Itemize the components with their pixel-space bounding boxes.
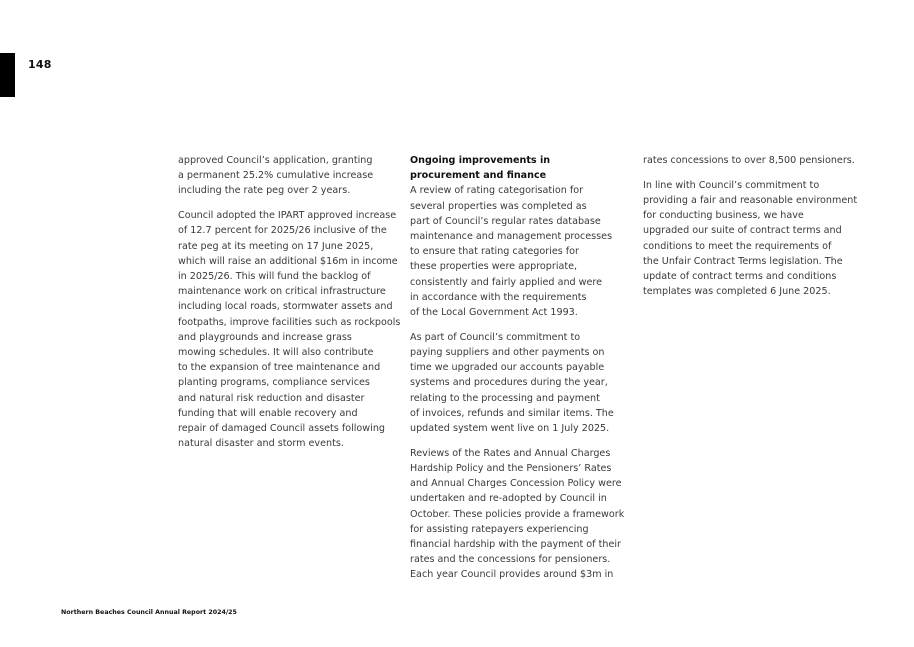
text-line: upgraded our suite of contract terms and xyxy=(643,225,842,237)
text-line: to the expansion of tree maintenance and xyxy=(178,362,381,374)
page-number: 148 xyxy=(28,58,52,71)
text-line: Reviews of the Rates and Annual Charges xyxy=(410,447,611,459)
text-line: of invoices, refunds and similar items. The xyxy=(410,407,614,419)
text-line: relating to the processing and payment xyxy=(410,392,600,404)
text-line: As part of Council’s commitment to xyxy=(410,331,581,343)
text-line: systems and procedures during the year, xyxy=(410,377,608,389)
text-line: consistently and fairly applied and were xyxy=(410,276,603,288)
text-line: undertaken and re-adopted by Council in xyxy=(410,493,607,505)
text-line: paying suppliers and other payments on xyxy=(410,347,605,359)
text-line: including the rate peg over 2 years. xyxy=(178,185,351,197)
text-line: rate peg at its meeting on 17 June 2025, xyxy=(178,240,374,252)
paragraph xyxy=(410,446,632,583)
paragraph xyxy=(178,208,400,451)
text-line: which will raise an additional $16m in income xyxy=(178,255,398,267)
text-line: rates and the concessions for pensioners. xyxy=(410,554,611,566)
text-column-3 xyxy=(643,153,858,309)
text-line: of the Local Government Act 1993. xyxy=(410,307,578,319)
heading-line: procurement and finance xyxy=(410,170,547,182)
text-line: for assisting ratepayers experiencing xyxy=(410,523,589,535)
text-line: updated system went live on 1 July 2025. xyxy=(410,423,610,435)
text-line: part of Council’s regular rates database xyxy=(410,215,601,227)
text-line: Hardship Policy and the Pensioners’ Rates xyxy=(410,463,612,475)
text-line: approved Council’s application, granting xyxy=(178,155,373,166)
text-line: for conducting business, we have xyxy=(643,210,804,222)
paragraph xyxy=(643,178,858,300)
text-line: repair of damaged Council assets following xyxy=(178,423,385,435)
text-line: in 2025/26. This will fund the backlog of xyxy=(178,271,371,283)
text-line: In line with Council’s commitment to xyxy=(643,179,820,191)
text-line: October. These policies provide a framework xyxy=(410,508,625,520)
text-line: A review of rating categorisation for xyxy=(410,185,584,197)
paragraph xyxy=(643,153,858,168)
text-line: templates was completed 6 June 2025. xyxy=(643,286,831,298)
text-line: a permanent 25.2% cumulative increase xyxy=(178,170,374,182)
paragraph xyxy=(410,183,632,320)
text-line: conditions to meet the requirements of xyxy=(643,240,832,252)
page-footer: Northern Beaches Council Annual Report 2024/25 xyxy=(61,609,237,616)
text-line: the Unfair Contract Terms legislation. The xyxy=(643,255,843,267)
section-heading xyxy=(410,153,632,183)
text-line: Council adopted the IPART approved increase xyxy=(178,210,397,222)
text-line: natural disaster and storm events. xyxy=(178,438,344,450)
text-line: and playgrounds and increase grass xyxy=(178,331,352,343)
text-line: time we upgraded our accounts payable xyxy=(410,362,605,374)
paragraph xyxy=(410,330,632,436)
text-line: mowing schedules. It will also contribute xyxy=(178,347,374,359)
text-line: footpaths, improve facilities such as rockpools xyxy=(178,316,401,328)
text-line: these properties were appropriate, xyxy=(410,261,578,273)
paragraph xyxy=(178,153,400,199)
text-line: in accordance with the requirements xyxy=(410,291,587,303)
text-line: of 12.7 percent for 2025/26 inclusive of the xyxy=(178,225,387,237)
text-line: including local roads, stormwater assets and xyxy=(178,301,393,313)
text-column-1 xyxy=(178,153,400,461)
text-line: maintenance and management processes xyxy=(410,231,613,243)
text-line: providing a fair and reasonable environment xyxy=(643,195,858,206)
text-line: and natural risk reduction and disaster xyxy=(178,392,365,404)
text-column-2 xyxy=(410,153,632,592)
text-line: planting programs, compliance services xyxy=(178,377,370,389)
text-line: to ensure that rating categories for xyxy=(410,246,579,258)
text-line: funding that will enable recovery and xyxy=(178,407,358,419)
text-line: maintenance work on critical infrastructure xyxy=(178,286,386,298)
heading-line: Ongoing improvements in xyxy=(410,155,551,166)
text-line: financial hardship with the payment of their xyxy=(410,539,621,551)
text-line: several properties was completed as xyxy=(410,200,587,212)
page-edge-marker xyxy=(0,53,15,97)
text-line: and Annual Charges Concession Policy were xyxy=(410,478,622,490)
text-line: rates concessions to over 8,500 pensioners. xyxy=(643,155,855,166)
text-line: Each year Council provides around $3m in xyxy=(410,569,614,581)
text-line: update of contract terms and conditions xyxy=(643,271,837,283)
